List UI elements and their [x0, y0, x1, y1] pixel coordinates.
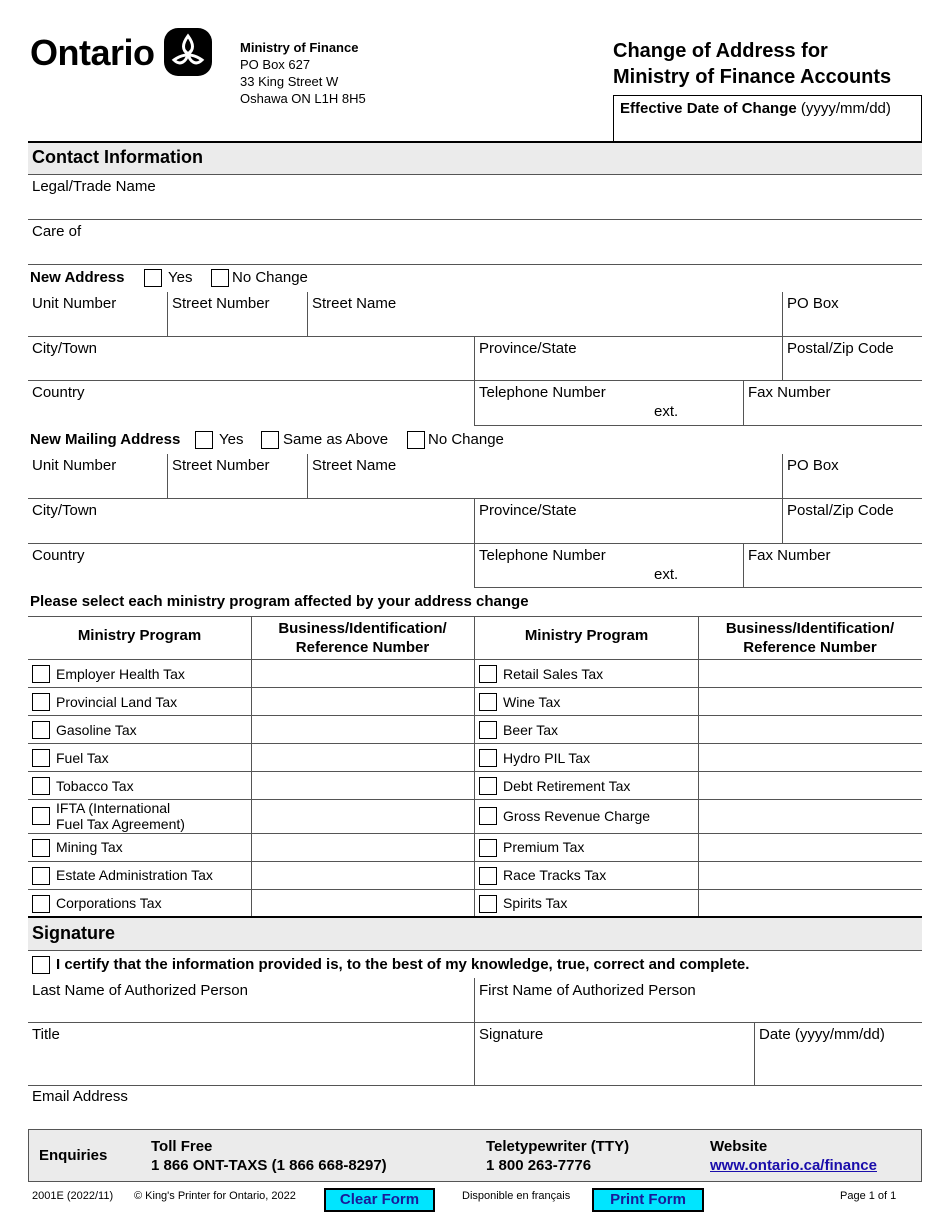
wine-tax-ref-field[interactable]	[699, 688, 922, 715]
col-header-ref-left	[251, 619, 474, 657]
new-address-label: New Address	[30, 269, 125, 286]
french-available[interactable]: Disponible en français	[462, 1190, 571, 1202]
mailing-province-label: Province/State	[479, 502, 577, 519]
ifta-label-line1: IFTA (International	[56, 800, 171, 816]
premium-tax-checkbox[interactable]	[479, 839, 497, 857]
spirits-tax-ref-field[interactable]	[699, 890, 922, 916]
provincial-land-tax-ref-field[interactable]	[252, 688, 474, 715]
spirits-tax-checkbox[interactable]	[479, 895, 497, 913]
mining-tax-checkbox[interactable]	[32, 839, 50, 857]
debt-retirement-tax-checkbox[interactable]	[479, 777, 497, 795]
form-id: 2001E (2022/11)	[32, 1190, 114, 1202]
beer-tax-checkbox[interactable]	[479, 721, 497, 739]
estate-administration-tax-ref-field[interactable]	[252, 862, 474, 889]
province-label: Province/State	[479, 340, 577, 357]
mailing-telephone-ext-label: ext.	[654, 566, 679, 583]
mailing-no-change-label: No Change	[428, 431, 504, 448]
provincial-land-tax-label: Provincial Land Tax	[56, 694, 178, 710]
mailing-postal-code-label: Postal/Zip Code	[787, 502, 894, 519]
col-header-ref-left-line1: Business/Identification/	[278, 620, 447, 637]
title-field[interactable]	[28, 1023, 474, 1085]
new-address-no-change-label: No Change	[232, 269, 308, 286]
ministry-name: Ministry of Finance	[240, 40, 359, 55]
toll-free-label: Toll Free	[151, 1138, 213, 1155]
race-tracks-tax-label: Race Tracks Tax	[503, 867, 607, 883]
mailing-street-name-label: Street Name	[312, 457, 397, 474]
provincial-land-tax-checkbox[interactable]	[32, 693, 50, 711]
debt-retirement-tax-ref-field[interactable]	[699, 772, 922, 799]
gasoline-tax-checkbox[interactable]	[32, 721, 50, 739]
sign-date-label: Date (yyyy/mm/dd)	[759, 1026, 885, 1043]
effective-date-field[interactable]	[613, 95, 922, 141]
gross-revenue-charge-ref-field[interactable]	[699, 800, 922, 833]
estate-administration-tax-label: Estate Administration Tax	[56, 867, 213, 883]
street-number-label: Street Number	[172, 295, 270, 312]
first-name-label: First Name of Authorized Person	[479, 982, 696, 999]
beer-tax-ref-field[interactable]	[699, 716, 922, 743]
mailing-address-label: New Mailing Address	[30, 431, 181, 448]
spirits-tax-label: Spirits Tax	[503, 895, 568, 911]
trillium-icon	[164, 28, 212, 76]
tobacco-tax-label: Tobacco Tax	[56, 778, 134, 794]
legal-trade-name-field[interactable]	[28, 175, 922, 219]
effective-date-label: Effective Date of Change	[620, 100, 797, 117]
retail-sales-tax-ref-field[interactable]	[699, 660, 922, 687]
copyright: © King's Printer for Ontario, 2022	[134, 1190, 296, 1202]
mailing-same-as-above-checkbox[interactable]	[261, 431, 279, 449]
new-address-yes-label: Yes	[168, 269, 193, 286]
fax-label: Fax Number	[748, 384, 831, 401]
contact-section-title: Contact Information	[32, 147, 203, 167]
new-address-yes-checkbox[interactable]	[144, 269, 162, 287]
debt-retirement-tax-label: Debt Retirement Tax	[503, 778, 631, 794]
form-title-line-1: Change of Address for	[613, 40, 828, 62]
ontario-logo	[30, 28, 215, 78]
gasoline-tax-label: Gasoline Tax	[56, 722, 137, 738]
signature-section-title: Signature	[32, 923, 116, 943]
ifta-label-line2: Fuel Tax Agreement)	[56, 816, 185, 832]
fuel-tax-ref-field[interactable]	[252, 744, 474, 771]
programs-instruction: Please select each ministry program affected by your address change	[30, 593, 529, 610]
retail-sales-tax-label: Retail Sales Tax	[503, 666, 604, 682]
mining-tax-ref-field[interactable]	[252, 834, 474, 861]
mailing-fax-label: Fax Number	[748, 547, 831, 564]
care-of-label: Care of	[32, 223, 82, 240]
title-label: Title	[32, 1026, 60, 1043]
tty-number: 1 800 263-7776	[486, 1157, 592, 1174]
city-label: City/Town	[32, 340, 98, 357]
mailing-no-change-checkbox[interactable]	[407, 431, 425, 449]
effective-date-format: (yyyy/mm/dd)	[800, 100, 891, 117]
address-line-1: PO Box 627	[240, 57, 311, 72]
estate-administration-tax-checkbox[interactable]	[32, 867, 50, 885]
mining-tax-label: Mining Tax	[56, 839, 123, 855]
last-name-label: Last Name of Authorized Person	[32, 982, 248, 999]
legal-trade-name-label: Legal/Trade Name	[32, 178, 156, 195]
col-header-ref-right-line1: Business/Identification/	[725, 620, 895, 637]
mailing-country-field[interactable]	[28, 544, 474, 588]
country-field[interactable]	[28, 381, 474, 425]
street-name-label: Street Name	[312, 295, 397, 312]
mailing-country-label: Country	[32, 547, 85, 564]
gasoline-tax-ref-field[interactable]	[252, 716, 474, 743]
telephone-ext-label: ext.	[654, 403, 679, 420]
certify-statement: I certify that the information provided is, to the best of my knowledge, true, correct and complete.	[56, 956, 750, 973]
col-header-ref-right-line2: Reference Number	[743, 639, 877, 656]
retail-sales-tax-checkbox[interactable]	[479, 665, 497, 683]
hydro-pil-tax-label: Hydro PIL Tax	[503, 750, 591, 766]
certify-checkbox[interactable]	[32, 956, 50, 974]
corporations-tax-ref-field[interactable]	[252, 890, 474, 916]
tty-label: Teletypewriter (TTY)	[486, 1138, 630, 1155]
employer-health-tax-checkbox[interactable]	[32, 665, 50, 683]
col-header-program-left: Ministry Program	[77, 627, 202, 644]
fuel-tax-checkbox[interactable]	[32, 749, 50, 767]
website-link[interactable]: www.ontario.ca/finance	[710, 1157, 877, 1174]
gross-revenue-charge-checkbox[interactable]	[479, 807, 497, 825]
po-box-label: PO Box	[787, 295, 839, 312]
signature-label: Signature	[479, 1026, 544, 1043]
mailing-street-number-label: Street Number	[172, 457, 270, 474]
mailing-same-as-above-label: Same as Above	[283, 431, 389, 448]
address-line-2: 33 King Street W	[240, 74, 339, 89]
race-tracks-tax-ref-field[interactable]	[699, 862, 922, 889]
hydro-pil-tax-ref-field[interactable]	[699, 744, 922, 771]
employer-health-tax-ref-field[interactable]	[252, 660, 474, 687]
corporations-tax-checkbox[interactable]	[32, 895, 50, 913]
care-of-field[interactable]	[28, 220, 922, 264]
premium-tax-label: Premium Tax	[503, 839, 585, 855]
fuel-tax-label: Fuel Tax	[56, 750, 109, 766]
toll-free-number: 1 866 ONT-TAXS (1 866 668-8297)	[151, 1157, 387, 1174]
email-field[interactable]	[28, 1086, 922, 1118]
wine-tax-label: Wine Tax	[503, 694, 561, 710]
hydro-pil-tax-checkbox[interactable]	[479, 749, 497, 767]
employer-health-tax-label: Employer Health Tax	[56, 666, 185, 682]
mailing-yes-checkbox[interactable]	[195, 431, 213, 449]
print-form-button[interactable]: Print Form	[592, 1188, 704, 1212]
page-number: Page 1 of 1	[840, 1190, 897, 1202]
country-label: Country	[32, 384, 85, 401]
clear-form-button[interactable]: Clear Form	[324, 1188, 435, 1212]
mailing-yes-label: Yes	[219, 431, 244, 448]
mailing-telephone-label: Telephone Number	[479, 547, 606, 564]
ifta-ref-field[interactable]	[252, 800, 474, 833]
unit-number-label: Unit Number	[32, 295, 117, 312]
email-label: Email Address	[32, 1088, 128, 1105]
col-header-ref-right	[698, 619, 922, 657]
new-address-no-change-checkbox[interactable]	[211, 269, 229, 287]
tobacco-tax-checkbox[interactable]	[32, 777, 50, 795]
address-line-3: Oshawa ON L1H 8H5	[240, 91, 366, 106]
ifta-checkbox[interactable]	[32, 807, 50, 825]
corporations-tax-label: Corporations Tax	[56, 895, 162, 911]
beer-tax-label: Beer Tax	[503, 722, 558, 738]
tobacco-tax-ref-field[interactable]	[252, 772, 474, 799]
mailing-unit-number-label: Unit Number	[32, 457, 117, 474]
form-title-line-2: Ministry of Finance Accounts	[613, 66, 892, 88]
enquiries-label: Enquiries	[39, 1147, 108, 1164]
mailing-po-box-label: PO Box	[787, 457, 839, 474]
ifta-label	[56, 800, 185, 832]
wine-tax-checkbox[interactable]	[479, 693, 497, 711]
telephone-label: Telephone Number	[479, 384, 606, 401]
logo-wordmark: Ontario	[30, 32, 155, 73]
postal-code-label: Postal/Zip Code	[787, 340, 894, 357]
col-header-ref-left-line2: Reference Number	[295, 639, 430, 656]
website-label: Website	[710, 1138, 768, 1155]
mailing-city-label: City/Town	[32, 502, 98, 519]
col-header-program-right: Ministry Program	[524, 627, 649, 644]
premium-tax-ref-field[interactable]	[699, 834, 922, 861]
race-tracks-tax-checkbox[interactable]	[479, 867, 497, 885]
gross-revenue-charge-label: Gross Revenue Charge	[503, 808, 651, 824]
